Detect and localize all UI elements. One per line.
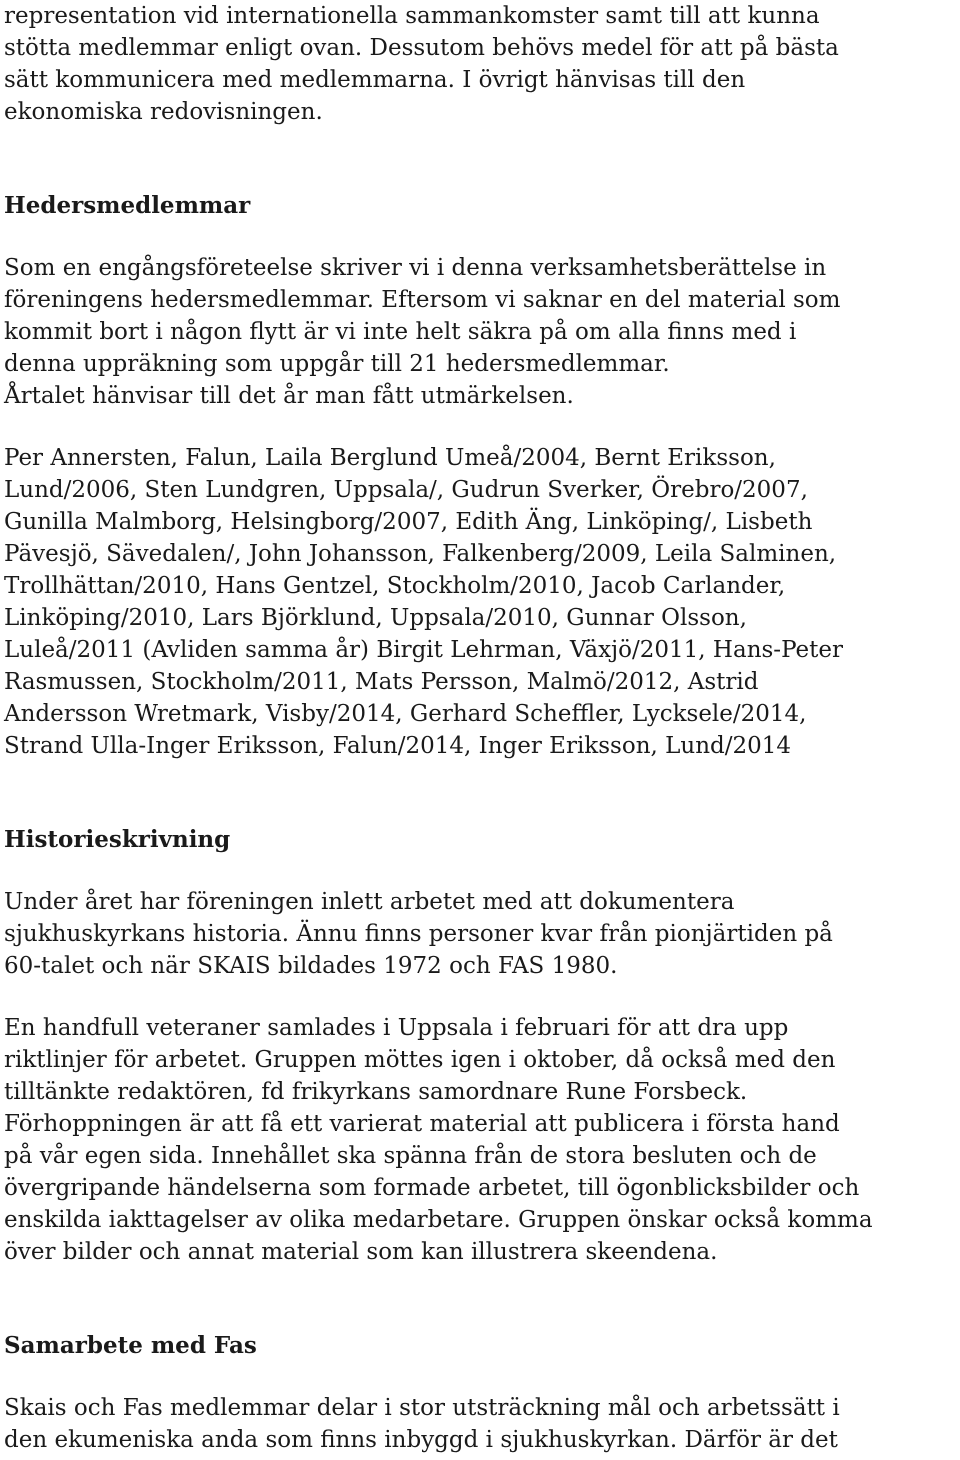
- intro-paragraph: representation vid internationella sammankomster samt till att kunna stötta medlemmar enligt ovan. Dessutom behövs medel för att på bästa sätt kommunicera med medlemmarna. I övrigt hänvisas till den ekonomiska redovisningen.: [4, 3, 839, 125]
- heading-samarbete-med-fas: Samarbete med Fas: [4, 1332, 257, 1359]
- paragraph-hedersmedlemmar-list: Per Annersten, Falun, Laila Berglund Umeå/2004, Bernt Eriksson, Lund/2006, Sten Lundgren, Uppsala/, Gudrun Sverker, Örebro/2007, Gunilla Malmborg, Helsingborg/2007, Edith Äng, Linköping/, Lisbeth Pävesjö, Sävedalen/, John Johansson, Falkenberg/2009, Leila Salminen, Trollhättan/2010, Hans Gentzel, Stockholm/2010, Jacob Carlander, Linköping/2010, Lars Björklund, Uppsala/2010, Gunnar Olsson, Luleå/2011 (Avliden samma år) Birgit Lehrman, Växjö/2011, Hans-Peter Rasmussen, Stockholm/2011, Mats Persson, Malmö/2012, Astrid Andersson Wretmark, Visby/2014, Gerhard Scheffler, Lycksele/2014, Strand Ulla-Inger Eriksson, Falun/2014, Inger Eriksson, Lund/2014: [4, 445, 843, 759]
- spacer: [4, 128, 956, 190]
- spacer: [4, 1362, 956, 1392]
- spacer: [4, 222, 956, 252]
- paragraph-hedersmedlemmar-intro: Som en engångsföreteelse skriver vi i denna verksamhetsberättelse in föreningens hedersmedlemmar. Eftersom vi saknar en del material som kommit bort i någon flytt är vi inte helt säkra på om alla finns med i denna uppräkning som uppgår till 21 hedersmedlemmar. Årtalet hänvisar till det år man fått utmärkelsen.: [4, 255, 841, 409]
- paragraph-historieskrivning-1: Under året har föreningen inlett arbetet med att dokumentera sjukhuskyrkans historia. Ännu finns personer kvar från pionjärtiden på 60-talet och när SKAIS bildades 1972 och FAS 1980.: [4, 889, 833, 979]
- document-page: [4, 0, 956, 1456]
- spacer: [4, 412, 956, 442]
- spacer: [4, 982, 956, 1012]
- paragraph-samarbete-med-fas: Skais och Fas medlemmar delar i stor utsträckning mål och arbetssätt i den ekumeniska anda som finns inbyggd i sjukhuskyrkan. Därför är det: [4, 1395, 840, 1453]
- paragraph-historieskrivning-2: En handfull veteraner samlades i Uppsala i februari för att dra upp riktlinjer för arbetet. Gruppen möttes igen i oktober, då också med den tilltänkte redaktören, fd frikyrkans samordnare Rune Forsbeck. Förhoppningen är att få ett varierat material att publicera i första hand på vår egen sida. Innehållet ska spänna från de stora besluten och de övergripande händelserna som formade arbetet, till ögonblicksbilder och enskilda iakttagelser av olika medarbetare. Gruppen önskar också komma över bilder och annat material som kan illustrera skeendena.: [4, 1015, 873, 1265]
- spacer: [4, 856, 956, 886]
- spacer: [4, 762, 956, 824]
- heading-hedersmedlemmar: Hedersmedlemmar: [4, 192, 251, 219]
- spacer: [4, 1268, 956, 1330]
- heading-historieskrivning: Historieskrivning: [4, 826, 231, 853]
